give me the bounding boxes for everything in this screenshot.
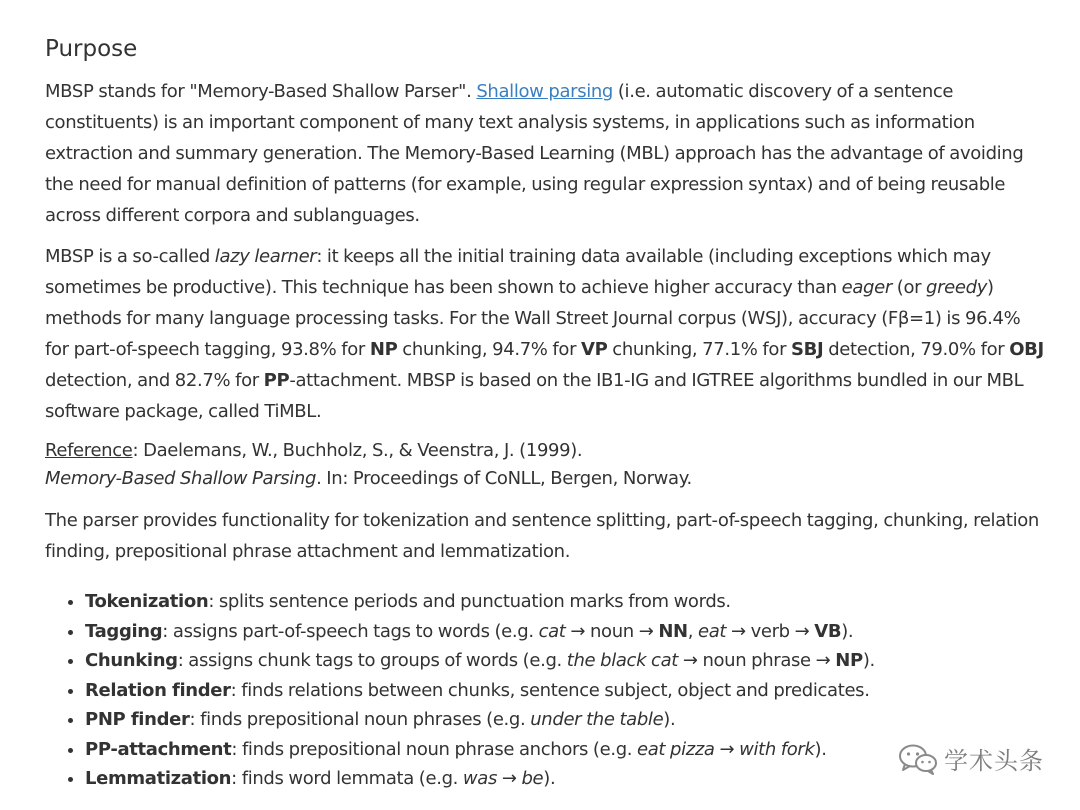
list-item-tagging: • Tagging: assigns part-of-speech tags to words (e.g. cat → noun → NN, eat → verb → VB). — [85, 617, 1045, 647]
paragraph-functionality: The parser provides functionality for tokenization and sentence splitting, part-of-speech tagging, chunking, relation finding, prepositional phrase attachment and lemmatization. — [45, 510, 1039, 562]
reference-citation: Reference: Daelemans, W., Buchholz, S., & Veenstra, J. (1999). Memory-Based Shallow Parsing. In: Proceedings of CoNLL, Bergen, Norway. — [45, 440, 692, 489]
watermark — [898, 741, 1044, 776]
list-item-tokenization: • Tokenization: splits sentence periods and punctuation marks from words. — [85, 587, 1045, 617]
list-item-relation-finder: • Relation finder: finds relations between chunks, sentence subject, object and predicates. — [85, 676, 1045, 706]
section-title: Purpose — [45, 36, 138, 62]
feature-list — [45, 587, 1045, 794]
wechat-icon — [898, 743, 938, 775]
document-page — [45, 32, 1045, 794]
list-item-pnp-finder: • PNP finder: finds prepositional noun phrases (e.g. under the table). — [85, 705, 1045, 735]
list-item-pp-attachment: • PP-attachment: finds prepositional noun phrase anchors (e.g. eat pizza → with fork). — [85, 735, 1045, 765]
paragraph-intro: MBSP stands for "Memory-Based Shallow Parser". Shallow parsing (i.e. automatic discovery of a sentence constituents) is an important component of many text analysis systems, in applications such as information extraction and summary generation. The Memory-Based Learning (MBL) approach has the advantage of avoiding the need for manual definition of patterns (for example, using regular expression syntax) and of being reusable across different corpora and sublanguages. — [45, 81, 1024, 226]
shallow-parsing-link[interactable]: Shallow parsing — [476, 81, 614, 102]
watermark-text: 学术头条 — [944, 747, 1044, 775]
paragraph-accuracy: MBSP is a so-called lazy learner: it keeps all the initial training data available (including exceptions which may sometimes be productive). This technique has been shown to achieve higher accuracy than eager (or greedy) methods for many language processing tasks. For the Wall Street Journal corpus (WSJ), accuracy (Fβ=1) is 96.4% for part-of-speech tagging, 93.8% for NP chunking, 94.7% for VP chunking, 77.1% for SBJ detection, 79.0% for OBJ detection, and 82.7% for PP-attachment. MBSP is based on the IB1-IG and IGTREE algorithms bundled in our MBL software package, called TiMBL. — [45, 246, 1044, 422]
list-item-lemmatization: • Lemmatization: finds word lemmata (e.g. was → be). — [85, 764, 1045, 794]
list-item-chunking: • Chunking: assigns chunk tags to groups of words (e.g. the black cat → noun phrase → NP). — [85, 646, 1045, 676]
reference-label: Reference — [45, 440, 133, 461]
